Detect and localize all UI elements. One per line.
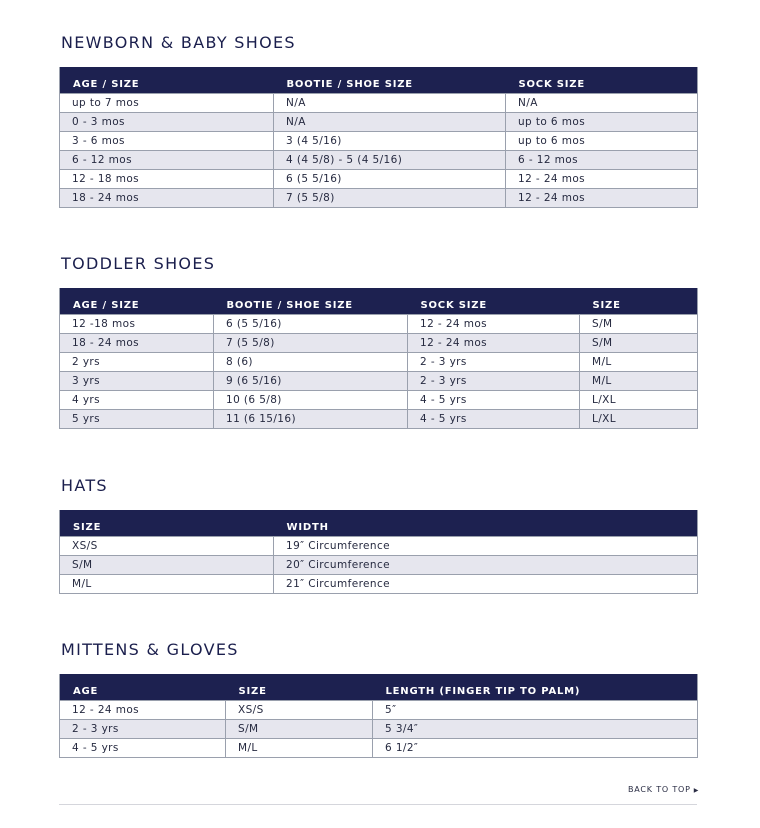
table-row (60, 189, 698, 208)
column-header: AGE / SIZE (60, 67, 274, 94)
table-row (60, 410, 698, 429)
table-cell: 2 yrs (60, 353, 214, 372)
table-cell: M/L (60, 575, 274, 594)
table-row (60, 701, 698, 720)
table-header-row (60, 674, 698, 701)
table-cell: 5 yrs (60, 410, 214, 429)
column-header: BOOTIE / SHOE SIZE (274, 67, 506, 94)
table-row (60, 575, 698, 594)
table-cell: 12 - 24 mos (506, 170, 698, 189)
table-row (60, 113, 698, 132)
table-cell: N/A (506, 94, 698, 113)
table-cell: 12 -18 mos (60, 315, 214, 334)
column-header: SOCK SIZE (408, 288, 580, 315)
table-cell: 2 - 3 yrs (408, 372, 580, 391)
table-cell: 3 (4 5/16) (274, 132, 506, 151)
table-cell: up to 6 mos (506, 113, 698, 132)
back-to-top-link[interactable] (628, 785, 699, 794)
table-header-row (60, 510, 698, 537)
table-row (60, 151, 698, 170)
size-table-mittens-gloves (59, 674, 698, 758)
table-row (60, 170, 698, 189)
table-cell: 4 - 5 yrs (60, 739, 226, 758)
table-cell: 12 - 24 mos (60, 701, 226, 720)
table-cell: 8 (6) (214, 353, 408, 372)
table-cell: S/M (580, 315, 698, 334)
back-to-top-label: BACK TO TOP (628, 785, 691, 794)
column-header: SIZE (580, 288, 698, 315)
table-cell: 6 - 12 mos (60, 151, 274, 170)
table-cell: 2 - 3 yrs (408, 353, 580, 372)
table-cell: M/L (580, 372, 698, 391)
table-cell: S/M (226, 720, 373, 739)
table-row (60, 372, 698, 391)
table-row (60, 720, 698, 739)
table-cell: 6 1/2″ (373, 739, 698, 758)
table-cell: 6 (5 5/16) (214, 315, 408, 334)
table-cell: 5 3/4″ (373, 720, 698, 739)
table-cell: 18 - 24 mos (60, 189, 274, 208)
table-cell: 21″ Circumference (274, 575, 698, 594)
table-cell: 2 - 3 yrs (60, 720, 226, 739)
section-title-hats: HATS (61, 476, 108, 495)
table-cell: 12 - 24 mos (408, 315, 580, 334)
table-cell: N/A (274, 94, 506, 113)
table-cell: L/XL (580, 410, 698, 429)
table-cell: 20″ Circumference (274, 556, 698, 575)
table-cell: 5″ (373, 701, 698, 720)
table-row (60, 353, 698, 372)
table-cell: 12 - 18 mos (60, 170, 274, 189)
footer-divider (59, 804, 697, 805)
table-cell: L/XL (580, 391, 698, 410)
table-row (60, 391, 698, 410)
table-row (60, 334, 698, 353)
table-header-row (60, 67, 698, 94)
triangle-right-icon: ▶ (693, 787, 700, 794)
table-cell: 4 yrs (60, 391, 214, 410)
table-cell: 4 (4 5/8) - 5 (4 5/16) (274, 151, 506, 170)
table-row (60, 315, 698, 334)
table-cell: 6 (5 5/16) (274, 170, 506, 189)
column-header: BOOTIE / SHOE SIZE (214, 288, 408, 315)
column-header: AGE (60, 674, 226, 701)
table-cell: 6 - 12 mos (506, 151, 698, 170)
column-header: SIZE (226, 674, 373, 701)
section-title-toddler-shoes: TODDLER SHOES (61, 254, 216, 273)
section-title-newborn-baby-shoes: NEWBORN & BABY SHOES (61, 33, 296, 52)
table-header-row (60, 288, 698, 315)
column-header: AGE / SIZE (60, 288, 214, 315)
table-cell: 3 yrs (60, 372, 214, 391)
table-cell: 9 (6 5/16) (214, 372, 408, 391)
size-table-hats (59, 510, 698, 594)
size-table-newborn-baby-shoes (59, 67, 698, 208)
table-cell: M/L (580, 353, 698, 372)
table-row (60, 537, 698, 556)
table-cell: 12 - 24 mos (408, 334, 580, 353)
column-header: LENGTH (FINGER TIP TO PALM) (373, 674, 698, 701)
table-cell: 4 - 5 yrs (408, 391, 580, 410)
table-cell: M/L (226, 739, 373, 758)
table-cell: XS/S (60, 537, 274, 556)
table-cell: 7 (5 5/8) (214, 334, 408, 353)
table-cell: S/M (580, 334, 698, 353)
column-header: WIDTH (274, 510, 698, 537)
table-row (60, 94, 698, 113)
section-title-mittens-gloves: MITTENS & GLOVES (61, 640, 239, 659)
table-cell: 4 - 5 yrs (408, 410, 580, 429)
table-cell: 10 (6 5/8) (214, 391, 408, 410)
table-cell: 18 - 24 mos (60, 334, 214, 353)
table-cell: 19″ Circumference (274, 537, 698, 556)
table-cell: up to 7 mos (60, 94, 274, 113)
table-row (60, 556, 698, 575)
table-row (60, 739, 698, 758)
table-row (60, 132, 698, 151)
table-cell: 11 (6 15/16) (214, 410, 408, 429)
table-cell: 12 - 24 mos (506, 189, 698, 208)
column-header: SIZE (60, 510, 274, 537)
table-cell: XS/S (226, 701, 373, 720)
column-header: SOCK SIZE (506, 67, 698, 94)
table-cell: N/A (274, 113, 506, 132)
table-cell: S/M (60, 556, 274, 575)
table-cell: 7 (5 5/8) (274, 189, 506, 208)
table-cell: 0 - 3 mos (60, 113, 274, 132)
size-table-toddler-shoes (59, 288, 698, 429)
table-cell: up to 6 mos (506, 132, 698, 151)
table-cell: 3 - 6 mos (60, 132, 274, 151)
